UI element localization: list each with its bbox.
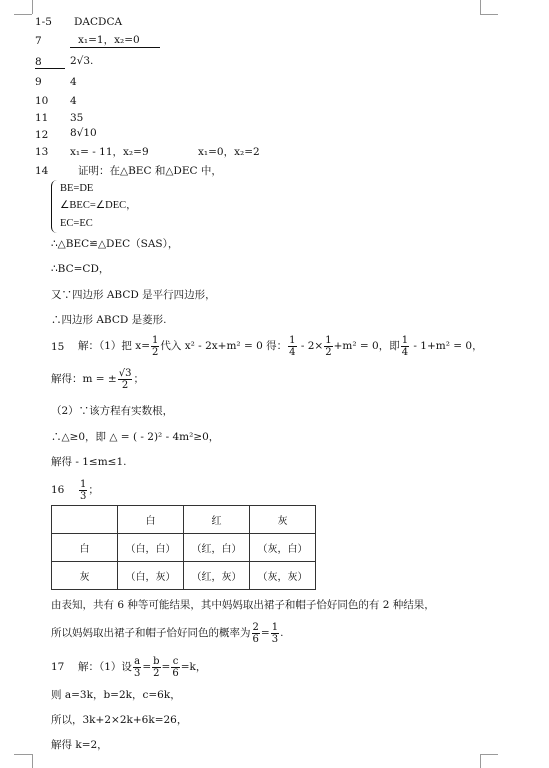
table-cell: 灰 [52, 562, 118, 590]
q16-answer-end: ； [88, 484, 99, 496]
q14-line2: ∴BC=CD， [51, 263, 110, 275]
q15-line2 [51, 366, 144, 392]
q15-frac-2 [288, 335, 296, 358]
q14-cond2: ∠BEC=∠DEC， [60, 200, 137, 211]
table-cell: 灰 [250, 506, 316, 534]
q15-l2-frac [118, 368, 133, 391]
q15-l1-pre: 解：（1）把 x= [78, 340, 150, 352]
q16-frac [79, 479, 87, 502]
q14-brace [51, 180, 58, 233]
q12-number: 12 [35, 129, 49, 141]
q17-frac-a [133, 656, 141, 679]
q16-l2-frac-2-num: 1 [271, 621, 279, 633]
q16-l2-frac-2 [271, 622, 279, 645]
q11-answer: 35 [70, 112, 84, 124]
q16-l2-frac-2-den: 3 [271, 633, 279, 645]
q16-line1: 由表知，共有 6 种等可能结果，其中妈妈取出裙子和帽子恰好同色的有 2 种结果， [51, 599, 435, 611]
q13-answer-a: x₁= - 11，x₂=9 [70, 146, 149, 158]
q8-number: 8 [35, 56, 42, 68]
table-row [52, 562, 316, 590]
q17-frac-b [152, 656, 160, 679]
q15-frac-2-num: 1 [289, 334, 296, 346]
q17-frac-b-num: b [153, 655, 160, 667]
q16-answer [78, 477, 99, 503]
q10-number: 10 [35, 95, 49, 107]
q7-underline [70, 47, 160, 48]
q15-frac-3-den: 2 [325, 346, 332, 358]
table-cell: 红 [184, 506, 250, 534]
q16-l2-frac-1-num: 2 [252, 621, 259, 633]
q17-line3: 所以，3k+2×2k+6k=26， [51, 714, 188, 726]
q17-number: 17 [51, 661, 65, 673]
crop-mark-bottom-right [480, 754, 481, 768]
q15-frac-4-num: 1 [401, 334, 409, 346]
q15-l1-mid: 代入 x² - 2x+m² = 0 得： [160, 340, 288, 352]
table-cell: （灰，白） [250, 534, 316, 562]
q16-l2-frac-1 [252, 622, 260, 645]
q15-l1-end: - 1+m² = 0， [410, 340, 483, 352]
q17-eq-1: = [142, 661, 152, 673]
q16-l2-end: . [280, 627, 284, 639]
q17-eq-2: = [161, 661, 171, 673]
q15-l2-frac-num: √3 [118, 367, 132, 379]
q15-l2-end: ； [133, 373, 144, 385]
q16-frac-den: 3 [80, 490, 87, 502]
table-cell: （白，灰） [118, 562, 184, 590]
q8-answer: 2√3. [70, 55, 94, 67]
q15-line5: 解得 - 1≤m≤1. [51, 456, 127, 468]
crop-mark-bottom-left [32, 754, 33, 768]
table-cell [52, 506, 118, 534]
q7-answer: x₁=1，x₂=0 [78, 34, 140, 46]
q15-line3: （2）∵该方程有实数根， [51, 405, 174, 417]
q15-frac-3 [324, 335, 332, 358]
q17-frac-a-num: a [134, 655, 141, 667]
q15-number: 15 [51, 341, 65, 353]
q17-frac-a-den: 3 [133, 667, 141, 679]
q17-line2: 则 a=3k，b=2k，c=6k， [51, 689, 181, 701]
q16-line2 [51, 620, 283, 646]
q10-answer: 4 [70, 95, 77, 107]
q17-frac-c-num: c [172, 655, 179, 667]
crop-mark-top-left-h [14, 14, 32, 15]
q14-cond1: BE=DE [60, 183, 94, 194]
q15-line4: ∴△≥0，即 △ = ( - 2)² - 4m²≥0， [51, 431, 220, 443]
table-header-row [52, 506, 316, 534]
q15-frac-1 [151, 335, 159, 358]
q16-outcome-table [51, 505, 316, 590]
q11-number: 11 [35, 112, 49, 124]
q17-l1-end: =k， [180, 661, 207, 673]
crop-mark-bottom-left-h [14, 754, 32, 755]
table-cell: 白 [52, 534, 118, 562]
q15-frac-1-den: 2 [152, 346, 159, 358]
q15-frac-2-den: 4 [289, 346, 296, 358]
table-cell: （红，灰） [184, 562, 250, 590]
q15-frac-4 [401, 335, 409, 358]
q15-l1-mid2: - 2× [297, 340, 324, 352]
q8-underline [35, 68, 65, 69]
q17-l1-pre: 解：（1）设 [78, 661, 132, 673]
table-cell: （红，白） [184, 534, 250, 562]
crop-mark-top-right-h [480, 14, 498, 15]
q1-5-answer: DACDCA [74, 16, 123, 28]
table-cell: 白 [118, 506, 184, 534]
q15-l1-mid3: +m² = 0，即 [333, 340, 400, 352]
q16-number: 16 [51, 484, 65, 496]
q15-frac-1-num: 1 [152, 334, 159, 346]
q17-line1 [78, 654, 206, 680]
crop-mark-top-left [32, 0, 33, 14]
q14-line3: 又∵四边形 ABCD 是平行四边形， [51, 289, 216, 301]
q13-number: 13 [35, 146, 49, 158]
q15-line1 [78, 334, 483, 358]
q7-number: 7 [35, 35, 42, 47]
q17-frac-c-den: 6 [172, 667, 179, 679]
q14-cond3: EC=EC [60, 218, 93, 229]
table-cell: （灰，灰） [250, 562, 316, 590]
q17-frac-b-den: 2 [153, 667, 160, 679]
q14-intro: 证明：在△BEC 和△DEC 中， [78, 165, 222, 177]
table-row [52, 534, 316, 562]
crop-mark-bottom-right-h [480, 754, 498, 755]
q16-frac-num: 1 [80, 478, 87, 490]
q9-answer: 4 [70, 76, 77, 88]
q15-frac-4-den: 4 [401, 346, 409, 358]
q15-l2-frac-den: 2 [121, 379, 129, 391]
q14-line1: ∴△BEC≌△DEC（SAS）， [51, 238, 179, 250]
q15-l2-pre: 解得：m = ± [51, 373, 117, 385]
q12-answer: 8√10 [70, 127, 97, 139]
q16-l2-eq: = [260, 627, 270, 639]
q1-5-number: 1-5 [35, 16, 52, 28]
q16-l2-frac-1-den: 6 [252, 633, 259, 645]
q14-number: 14 [35, 165, 49, 177]
q15-frac-3-num: 1 [325, 334, 332, 346]
q9-number: 9 [35, 76, 42, 88]
q13-answer-b: x₁=0，x₂=2 [198, 146, 260, 158]
table-cell: （白，白） [118, 534, 184, 562]
crop-mark-top-right [480, 0, 481, 14]
q14-line4: ∴四边形 ABCD 是菱形. [51, 314, 167, 326]
q16-l2-pre: 所以妈妈取出裙子和帽子恰好同色的概率为 [51, 627, 251, 639]
q17-line4: 解得 k=2， [51, 739, 108, 751]
q17-frac-c [171, 656, 179, 679]
